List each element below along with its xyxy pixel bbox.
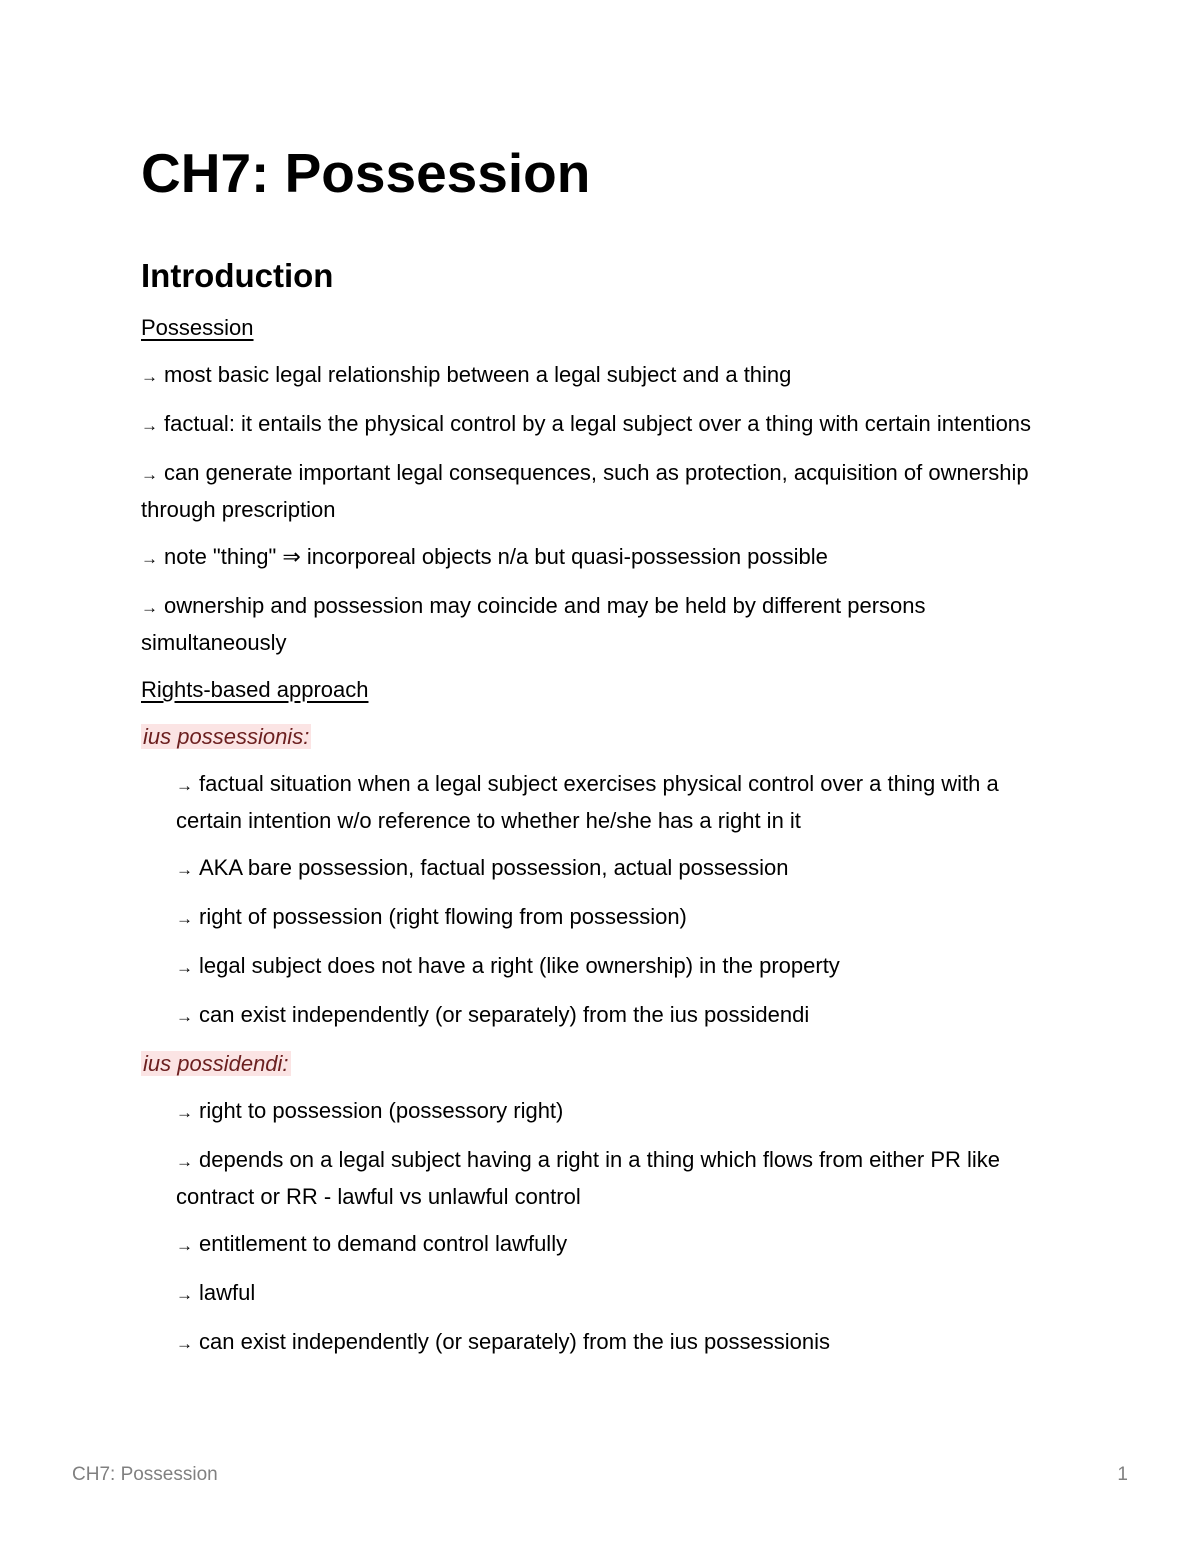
document-body (141, 310, 1061, 1373)
bullet-item (141, 455, 1061, 527)
bullet-item (141, 357, 1061, 394)
bullet-item (141, 766, 1061, 838)
bullet-text: factual: it entails the physical control by a legal subject over a thing with certain intentions (164, 411, 1032, 436)
bullet-item (141, 406, 1061, 443)
bullet-text: ownership and possession may coincide and may be held by different persons simultaneously (141, 593, 926, 655)
bullet-item (141, 1142, 1061, 1214)
bullet-item (141, 850, 1061, 887)
bullet-text: factual situation when a legal subject exercises physical control over a thing with a certain intention w/o reference to whether he/she has a right in it (176, 771, 999, 833)
arrow-icon: → (176, 909, 193, 928)
bullet-text: can exist independently (or separately) from the ius possessionis (199, 1329, 830, 1354)
bullet-item (141, 539, 1061, 576)
arrow-icon: → (141, 367, 158, 386)
bullet-text: right to possession (possessory right) (199, 1098, 564, 1123)
term-ius-possessionis (141, 719, 1061, 754)
bullet-item (141, 588, 1061, 660)
bullet-item (141, 1093, 1061, 1130)
bullet-item (141, 997, 1061, 1034)
arrow-icon: → (176, 1007, 193, 1026)
arrow-icon: → (141, 416, 158, 435)
term-ius-possidendi (141, 1046, 1061, 1081)
arrow-icon: → (176, 958, 193, 977)
page-footer (72, 1464, 1128, 1486)
bullet-text: AKA bare possession, factual possession, actual possession (199, 855, 789, 880)
page-title: CH7: Possession (141, 142, 591, 204)
bullet-text: entitlement to demand control lawfully (199, 1231, 568, 1256)
rights-based-heading-text: Rights-based approach (141, 677, 369, 702)
possession-heading-text: Possession (141, 315, 254, 340)
possession-heading (141, 310, 1061, 345)
arrow-icon: → (176, 1103, 193, 1122)
section-title: Introduction (141, 257, 334, 294)
bullet-item (141, 1324, 1061, 1361)
arrow-icon: → (141, 465, 158, 484)
bullet-text: can exist independently (or separately) from the ius possidendi (199, 1002, 810, 1027)
bullet-text: note "thing" ⇒ incorporeal objects n/a but quasi-possession possible (164, 544, 828, 569)
arrow-icon: → (176, 860, 193, 879)
page-number: 1 (1117, 1464, 1128, 1485)
bullet-text: lawful (199, 1280, 256, 1305)
arrow-icon: → (176, 1236, 193, 1255)
term-highlight: ius possessionis: (143, 724, 310, 749)
arrow-icon: → (141, 598, 158, 617)
bullet-text: most basic legal relationship between a legal subject and a thing (164, 362, 792, 387)
footer-title: CH7: Possession (72, 1464, 218, 1485)
bullet-item (141, 948, 1061, 985)
bullet-text: right of possession (right flowing from possession) (199, 904, 687, 929)
arrow-icon: → (176, 1152, 193, 1171)
term-highlight: ius possidendi: (143, 1051, 289, 1076)
rights-based-heading (141, 672, 1061, 707)
bullet-item (141, 1275, 1061, 1312)
bullet-item (141, 1226, 1061, 1263)
arrow-icon: → (176, 776, 193, 795)
bullet-item (141, 899, 1061, 936)
arrow-icon: → (141, 549, 158, 568)
bullet-text: can generate important legal consequences, such as protection, acquisition of ownership through prescription (141, 460, 1029, 522)
bullet-text: legal subject does not have a right (like ownership) in the property (199, 953, 840, 978)
arrow-icon: → (176, 1334, 193, 1353)
arrow-icon: → (176, 1285, 193, 1304)
bullet-text: depends on a legal subject having a right in a thing which flows from either PR like contract or RR - lawful vs unlawful control (176, 1147, 1001, 1209)
